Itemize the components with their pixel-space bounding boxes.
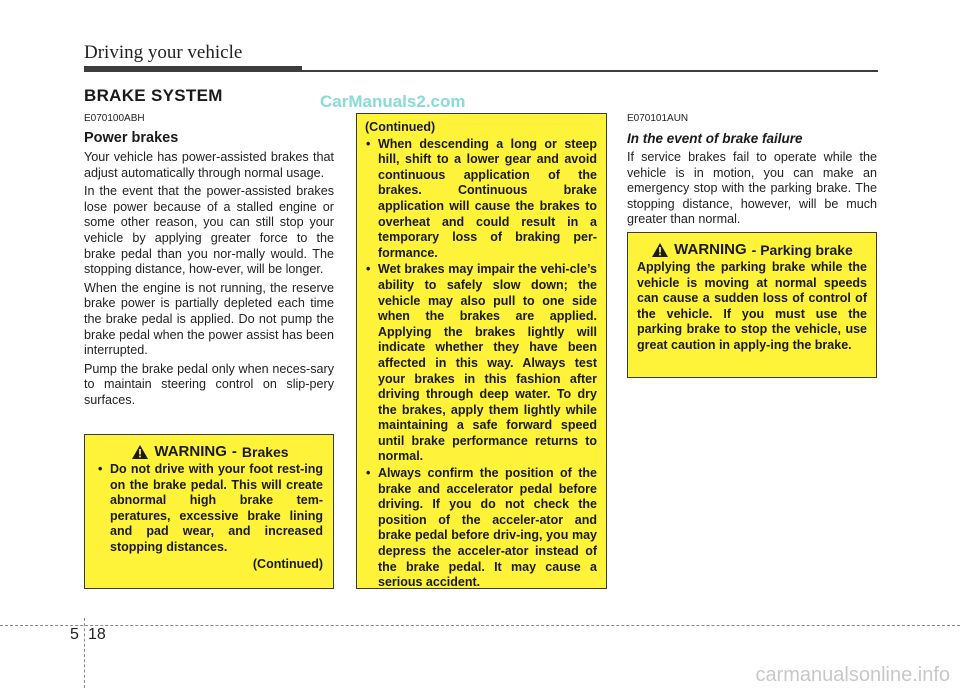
section-code: E070100ABH [84,113,145,124]
warning-triangle-icon [651,242,669,258]
warning-item: • When descending a long or steep hill, shift to a lower gear and avoid continuous application of the brakes. Continuous brake application will cause the brakes to overheat and could result in a temporary loss of braking per-formance. [365,137,597,262]
header-rule-thick [84,66,302,72]
paragraph: In the event that the power-assisted brakes lose power because of a stalled engine or some other reason, you can still stop your vehicle by applying greater force to the brake pedal than you nor-mally would. The stopping distance, how-ever, will be longer. [84,184,334,277]
paragraph: Your vehicle has power-assisted brakes that adjust automatically through normal usage. [84,150,334,180]
section-code: E070101AUN [627,113,689,124]
warning-box-parking-brake [627,232,877,378]
warning-text: Applying the parking brake while the vehicle is moving at normal speeds can cause a sudden loss of control of the vehicle. If you must use the parking brake to stop the vehicle, use great caution in apply-ing the brake. [637,260,867,352]
subheading-power-brakes: Power brakes [84,130,179,146]
warning-label: WARNING [674,241,747,258]
warning-triangle-icon [131,444,149,460]
warning-list [365,137,597,591]
continued-label: (Continued) [365,120,436,134]
footer-rule [0,625,960,626]
paragraph: If service brakes fail to operate while the vehicle is in motion, you can make an emergency stop with the parking brake. The stopping distance, however, will be much greater than normal. [627,150,877,227]
warning-label: WARNING [154,443,227,460]
warning-dash: - [231,443,237,460]
left-column [84,112,334,412]
paragraph: Pump the brake pedal only when neces-sary to maintain steering control on slip-pery surfaces. [84,361,334,407]
warning-header [97,443,323,460]
warning-item: • Always confirm the position of the brake and accelerator pedal before driving. If you do not check the position of the acceler-ator and brake pedal before driv-ing, you may depress the acceler-ator instead of the brake pedal. It may cause a serious accident. [365,466,597,591]
chapter-number: 5 [70,626,79,643]
warning-header [637,241,867,258]
watermark: CarManuals2.com [320,92,466,111]
subheading-brake-failure: In the event of brake failure [627,131,803,146]
right-column [627,112,877,231]
warning-item: • Wet brakes may impair the vehi-cle’s ability to safely slow down; the vehicle may also pull to one side when the brakes are applied. Applying the brakes lightly will indicate whether they have been affected in this way. Always test your brakes in this fashion after driving through deep water. To dry the brakes, apply them lightly while maintaining a safe forward speed until brake performance returns to normal. [365,262,597,465]
header-rule-thin [302,70,878,72]
warning-box-continued [356,113,607,589]
page-number: 18 [88,626,106,643]
header-title: Driving your vehicle [84,42,243,63]
warning-list [97,462,323,556]
section-title: BRAKE SYSTEM [84,86,223,105]
warning-item: • Do not drive with your foot rest-ing on the brake pedal. This will create abnormal high brake tem-peratures, excessive brake lining and pad wear, and increased stopping distances. [97,462,323,556]
continued-label: (Continued) [252,556,323,571]
warning-subject: Brakes [241,443,289,460]
warning-box-brakes [84,434,334,589]
paragraph: When the engine is not running, the reserve brake power is partially depleted each time the brake pedal is applied. Do not pump the brake pedal when the power assist has been interrupted. [84,280,334,358]
site-watermark: carmanualsonline.info [755,664,950,686]
footer-separator [84,618,86,688]
warning-subject: - Parking brake [751,241,853,258]
